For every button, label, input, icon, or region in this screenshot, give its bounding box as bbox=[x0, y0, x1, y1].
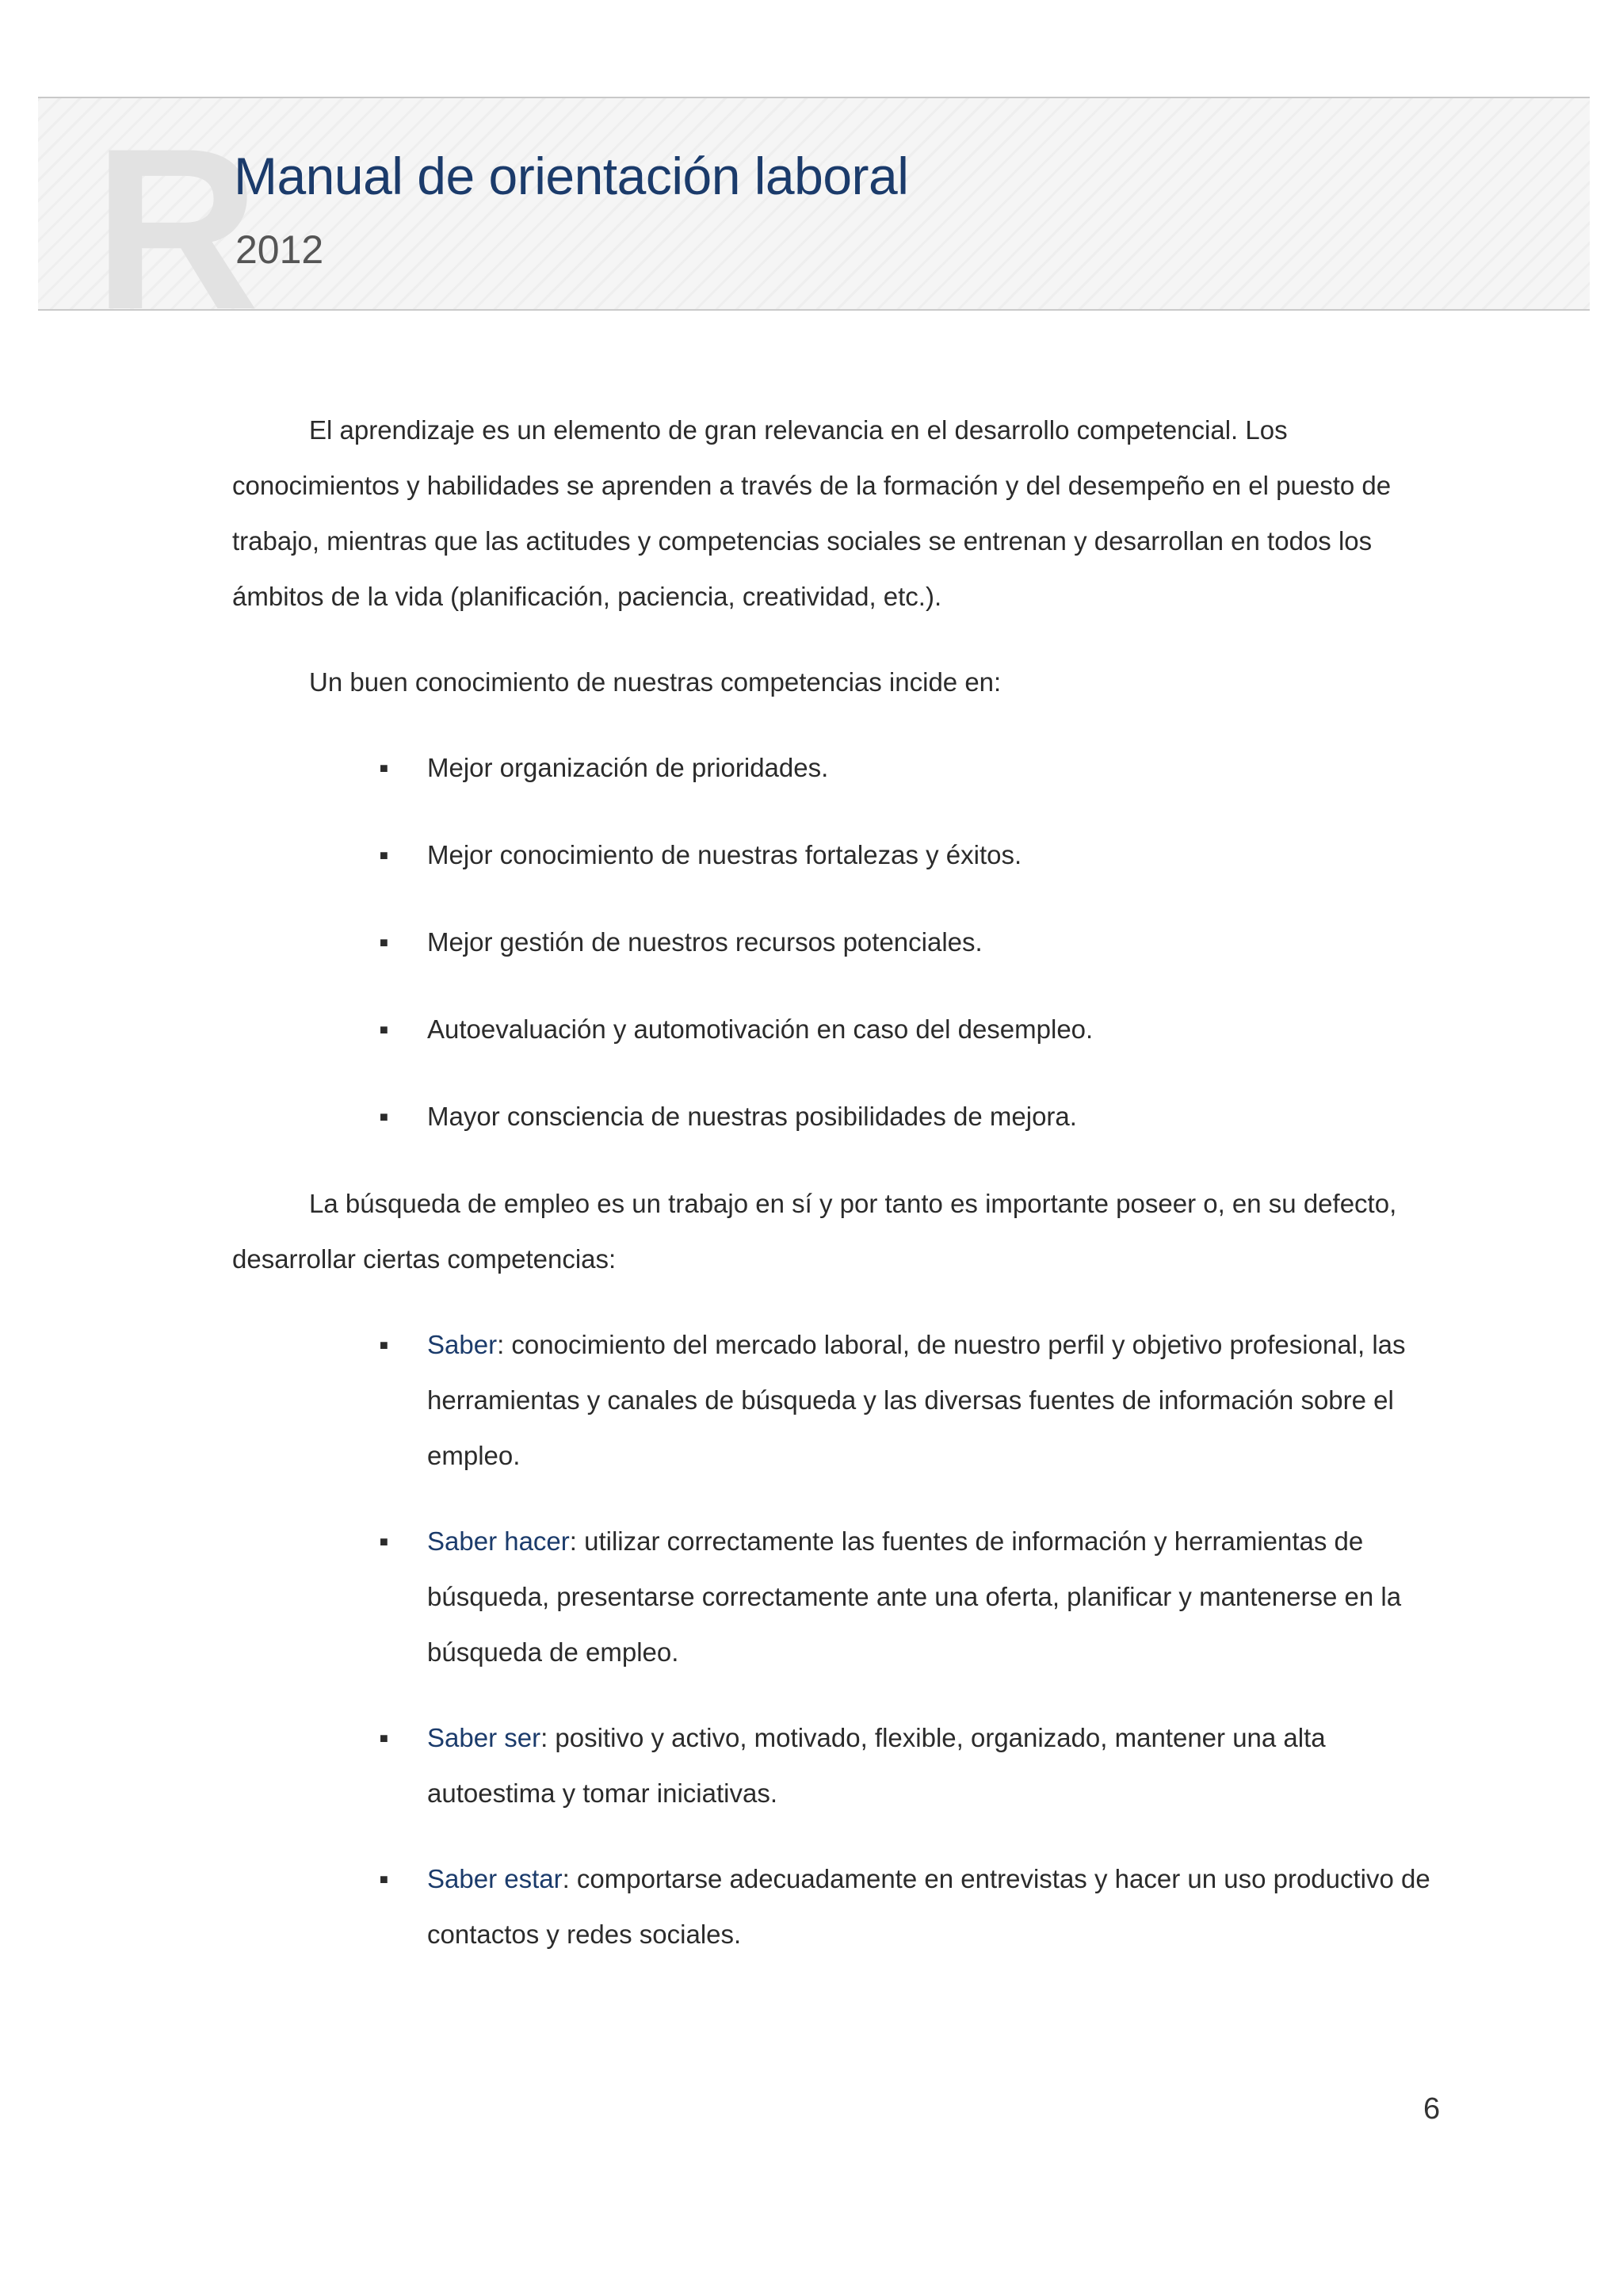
square-bullet-icon: ■ bbox=[380, 1871, 388, 1887]
square-bullet-icon: ■ bbox=[380, 1534, 388, 1549]
square-bullet-icon: ■ bbox=[380, 1730, 388, 1746]
list-item-text: Mejor organización de prioridades. bbox=[427, 753, 829, 782]
square-bullet-icon: ■ bbox=[380, 1109, 388, 1125]
logo-watermark: R bbox=[94, 101, 260, 357]
list-item bbox=[380, 1514, 1453, 1680]
page-body bbox=[232, 403, 1453, 1992]
term-description: : utilizar correctamente las fuentes de información y herramientas de búsqueda, presentarse correctamente ante una oferta, planificar y mantenerse en la búsqueda de empleo. bbox=[427, 1526, 1402, 1667]
document-header bbox=[38, 97, 1590, 357]
benefits-list bbox=[232, 740, 1453, 1144]
list-item bbox=[380, 915, 1453, 970]
list-item bbox=[380, 827, 1453, 883]
list-item-text: Mejor conocimiento de nuestras fortalezas y éxitos. bbox=[427, 840, 1022, 869]
list-item bbox=[380, 1851, 1453, 1962]
square-bullet-icon: ■ bbox=[380, 760, 388, 776]
term-saber: Saber bbox=[427, 1330, 498, 1359]
list-item bbox=[380, 1710, 1453, 1821]
term-description: : comportarse adecuadamente en entrevistas y hacer un uso productivo de contactos y redes sociales. bbox=[427, 1864, 1430, 1949]
term-saber-hacer: Saber hacer bbox=[427, 1526, 570, 1556]
term-saber-estar: Saber estar bbox=[427, 1864, 563, 1893]
list-item-text: Mayor consciencia de nuestras posibilidades de mejora. bbox=[427, 1102, 1077, 1131]
term-saber-ser: Saber ser bbox=[427, 1723, 541, 1752]
square-bullet-icon: ■ bbox=[380, 1337, 388, 1353]
competencias-list bbox=[232, 1317, 1453, 1962]
document-year: 2012 bbox=[235, 227, 324, 272]
document-title: Manual de orientación laboral bbox=[234, 147, 909, 205]
list-item bbox=[380, 1002, 1453, 1057]
square-bullet-icon: ■ bbox=[380, 1022, 388, 1037]
busqueda-paragraph: La búsqueda de empleo es un trabajo en sí y por tanto es importante poseer o, en su defecto, desarrollar ciertas competencias: bbox=[232, 1189, 1397, 1274]
list-item bbox=[380, 1317, 1453, 1484]
competencias-lead-paragraph: Un buen conocimiento de nuestras competencias incide en: bbox=[309, 667, 1002, 697]
term-description: : conocimiento del mercado laboral, de nuestro perfil y objetivo profesional, las herramientas y canales de búsqueda y las diversas fuentes de información sobre el empleo. bbox=[427, 1330, 1406, 1470]
list-item bbox=[380, 740, 1453, 796]
list-item-text: Autoevaluación y automotivación en caso del desempleo. bbox=[427, 1014, 1094, 1044]
list-item bbox=[380, 1089, 1453, 1144]
square-bullet-icon: ■ bbox=[380, 847, 388, 863]
term-description: : positivo y activo, motivado, flexible, organizado, mantener una alta autoestima y tomar iniciativas. bbox=[427, 1723, 1326, 1808]
intro-paragraph: El aprendizaje es un elemento de gran relevancia en el desarrollo competencial. Los conocimientos y habilidades se aprenden a través de la formación y del desempeño en el puesto de trabajo, mientras que las actitudes y competencias sociales se entrenan y desarrollan en todos los ámbitos de la vida (planificación, paciencia, creatividad, etc.). bbox=[232, 415, 1392, 611]
square-bullet-icon: ■ bbox=[380, 934, 388, 950]
page-number: 6 bbox=[1423, 2092, 1441, 2126]
list-item-text: Mejor gestión de nuestros recursos potenciales. bbox=[427, 927, 983, 957]
